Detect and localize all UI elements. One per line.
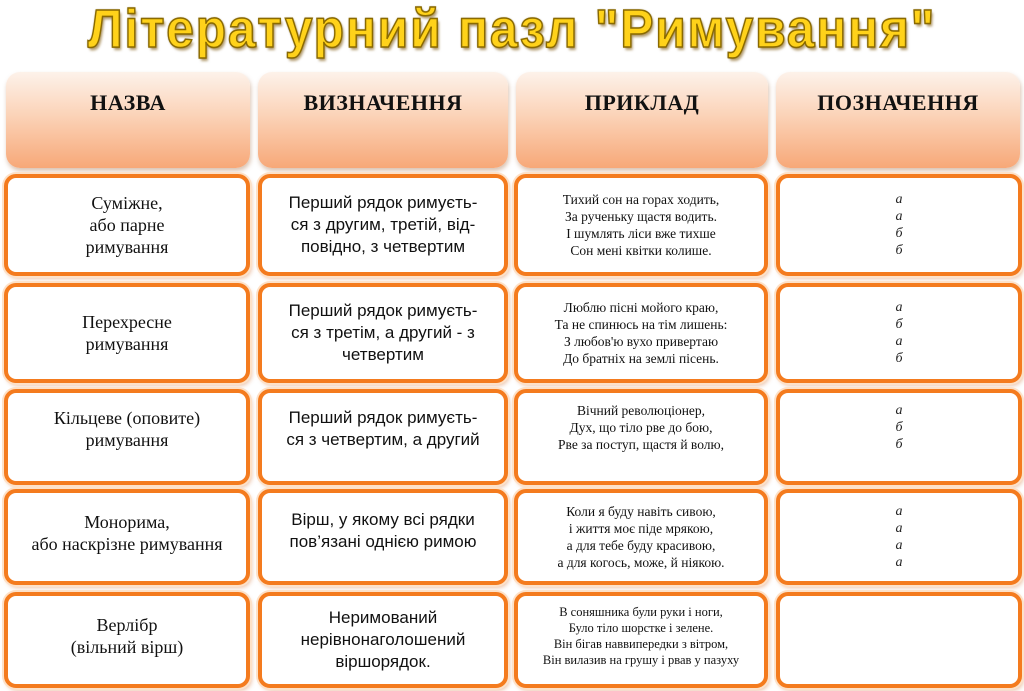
row-4-mark: а [895, 504, 903, 519]
row-4-definition-line: Вірш, у якому всі рядки [291, 510, 475, 529]
row-4-mark: а [895, 538, 903, 553]
row-1-definition-line: повідно, з четвертим [300, 237, 466, 256]
row-4-name-line: або наскрізне римування [31, 534, 223, 554]
header-definition [258, 72, 508, 168]
row-5-name-line: (вільний вірш) [70, 637, 184, 657]
header-example [516, 72, 768, 168]
row-1-notation-cell [776, 174, 1022, 276]
row-4-example-line: а для тебе буду красивою, [566, 538, 716, 553]
row-1-name-cell [4, 174, 250, 276]
row-2-mark: б [895, 351, 903, 366]
row-3-mark: б [895, 419, 903, 435]
row-1-mark: б [895, 226, 903, 241]
row-2-definition-line: четвертим [342, 345, 424, 364]
row-1-example-cell [514, 174, 768, 276]
row-4-example-line: Коли я буду навіть сивою, [566, 504, 716, 519]
row-4-example-line: і життя моє піде мрякою, [568, 521, 714, 536]
row-3-example-line: Дух, що тіло рве до бою, [569, 419, 713, 435]
row-4-mark: а [895, 555, 903, 570]
row-4-example-cell [514, 489, 768, 585]
row-3-example-line: Рве за поступ, щастя й волю, [558, 436, 724, 452]
header-example-label: ПРИКЛАД [584, 90, 700, 115]
row-1-definition-line: Перший рядок римуєть- [288, 193, 478, 212]
row-5-example-cell [514, 592, 768, 688]
row-3-example-cell [514, 389, 768, 485]
row-2-definition-line: ся з третім, а другий - з [291, 323, 475, 342]
row-3-notation-cell [776, 389, 1022, 485]
row-3-mark: б [895, 436, 903, 452]
row-5-definition-line: нерівнонаголошений [300, 630, 466, 649]
row-5-name-cell [4, 592, 250, 688]
header-definition-label: ВИЗНАЧЕННЯ [303, 90, 463, 115]
row-3-name-cell [4, 389, 250, 485]
row-5-example-line: Він бігав наввипередки з вітром, [553, 637, 729, 651]
row-2-name-line: римування [85, 334, 169, 354]
row-4-name-line: Монорима, [84, 512, 170, 532]
row-1-name-line: Суміжне, [91, 193, 163, 213]
header-notation [776, 72, 1020, 168]
row-2-definition-line: Перший рядок римуєть- [288, 301, 478, 320]
row-2-definition-cell [258, 283, 508, 383]
row-2-example-line: Та не спинюсь на тім лишень: [554, 317, 728, 332]
row-1-definition-cell [258, 174, 508, 276]
header-name-label: НАЗВА [90, 90, 166, 115]
row-3-definition-line: ся з четвертим, а другий [286, 430, 480, 449]
row-2-example-line: З любов'ю вухо привертаю [563, 334, 719, 349]
row-2-example-line: Люблю пісні мойого краю, [563, 300, 719, 315]
row-2-mark: а [895, 334, 903, 349]
row-2-example-line: До братніх на землі пісень. [563, 351, 719, 366]
row-3-example-line: Вічний революціонер, [576, 402, 706, 418]
row-5-example-line: Було тіло шорстке і зелене. [568, 621, 714, 635]
row-4-notation-cell [776, 489, 1022, 585]
row-2-notation-cell [776, 283, 1022, 383]
row-1-example-line: Сон мені квітки колише. [570, 243, 712, 258]
row-5-example-line: В соняшника були руки і ноги, [559, 605, 723, 619]
row-5-example-line: Він вилазив на грушу і рвав у пазуху [542, 653, 740, 667]
row-5-definition-line: Неримований [328, 608, 438, 627]
row-1-example-line: Тихий сон на горах ходить, [562, 192, 720, 207]
row-3-definition-cell [258, 389, 508, 485]
row-5-name-line: Верлібр [96, 615, 158, 635]
header-name [6, 72, 250, 168]
page-title: Літературний пазл "Римування" [87, 0, 937, 59]
row-3-definition-line: Перший рядок римуєть- [288, 408, 478, 427]
row-1-example-line: І шумлять ліси вже тихше [566, 226, 716, 241]
header-notation-label: ПОЗНАЧЕННЯ [817, 90, 979, 115]
row-2-mark: а [895, 300, 903, 315]
row-3-name-line: Кільцеве (оповите) [53, 408, 201, 428]
row-1-mark: а [895, 192, 903, 207]
row-2-name-line: Перехресне [82, 312, 172, 332]
row-2-name-cell [4, 283, 250, 383]
row-4-definition-cell [258, 489, 508, 585]
row-1-name-line: римування [85, 237, 169, 257]
row-1-mark: а [895, 209, 903, 224]
row-2-example-cell [514, 283, 768, 383]
row-5-notation-cell [776, 592, 1022, 688]
row-4-mark: а [895, 521, 903, 536]
row-2-mark: б [895, 317, 903, 332]
row-5-definition-line: віршорядок. [335, 652, 431, 671]
row-3-name-line: римування [85, 430, 169, 450]
row-4-name-cell [4, 489, 250, 585]
row-1-example-line: За рученьку щастя водить. [565, 209, 717, 224]
row-1-name-line: або парне [89, 215, 165, 235]
row-1-definition-line: ся з другим, третій, від- [290, 215, 476, 234]
row-3-mark: а [895, 402, 903, 418]
row-4-definition-line: пов’язані однією римою [289, 532, 477, 551]
row-4-example-line: а для когось, може, й ніякою. [557, 555, 725, 570]
row-1-mark: б [895, 243, 903, 258]
row-5-definition-cell [258, 592, 508, 688]
